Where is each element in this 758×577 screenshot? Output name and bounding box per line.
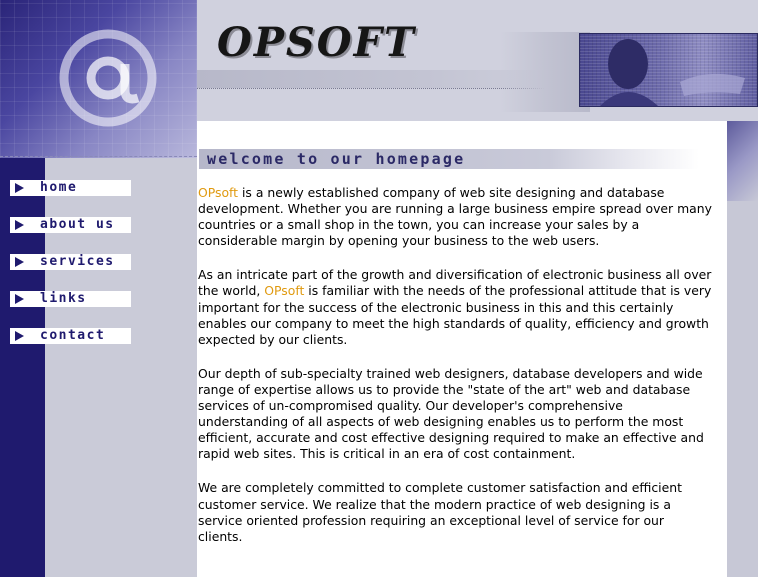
nav-about-link[interactable] (10, 217, 131, 233)
header-glow (500, 32, 590, 112)
nav-label: home (40, 180, 78, 195)
nav-links-link[interactable] (10, 291, 131, 307)
site-title: OPSOFT (217, 19, 416, 66)
commitment-paragraph: We are completely committed to complete customer satisfaction and efficient customer service. We realize that the modern practice of web designing is a service oriented profession requiring an exceptional level of service for our clients. (198, 480, 682, 544)
intro-paragraph (198, 185, 712, 249)
paragraph-text: As an intricate part of the growth and diversification of electronic business all over the world, (198, 267, 712, 299)
paragraph-text: is familiar with the needs of the professional attitude that is very important for the success of the electronic business in this and this certainly enables our company to meet the high standards of quality, efficiency and growth expected by our clients. (198, 283, 712, 347)
arrow-right-icon (15, 257, 24, 267)
brand-name: OPsoft (198, 185, 239, 200)
nav-contact-link[interactable] (10, 328, 131, 344)
nav-services-link[interactable] (10, 254, 131, 270)
header-photo (579, 33, 758, 107)
arrow-right-icon (15, 331, 24, 341)
paragraph-text: is a newly established company of web site designing and database development. Whether you are running a large business empire spread over many countries or a small shop in the town, you can increase your sales by a considerable margin by opening your business to the web users. (198, 185, 712, 249)
at-sign-icon (58, 28, 158, 128)
logo-banner (0, 0, 197, 158)
logo-separator (0, 156, 197, 157)
expertise-paragraph: Our depth of sub-specialty trained web designers, database developers and wide range of expertise allows us to provide the "state of the art" web and database services of un-compromised quality. Our developer's comprehensive understanding of all aspects of web designing enables us to perform the most efficient, accurate and cost effective designing required to make an effective and rapid web sites. This is critical in an era of cost containment. (198, 365, 704, 462)
brand-name: OPsoft (264, 283, 305, 299)
arrow-right-icon (15, 294, 24, 304)
arrow-right-icon (15, 220, 24, 230)
nav-label: contact (40, 328, 106, 343)
nav-label: services (40, 254, 115, 269)
nav-label: links (40, 291, 87, 306)
arrow-right-icon (15, 183, 24, 193)
main-content (198, 185, 712, 563)
nav-home-link[interactable] (10, 180, 131, 196)
growth-paragraph (198, 267, 712, 347)
nav-label: about us (40, 217, 115, 232)
welcome-heading: welcome to our homepage (207, 150, 466, 168)
right-sidebar-accent (727, 121, 758, 201)
